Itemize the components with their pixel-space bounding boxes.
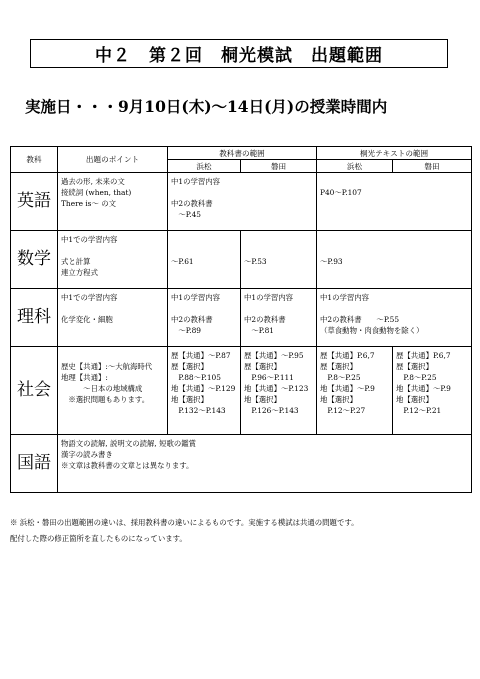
social-toko-iwata — [393, 347, 471, 418]
cell-line: 中1の学習内容 — [244, 293, 294, 302]
cell-line: 中1での学習内容 — [61, 235, 118, 244]
cell-line: P.96～P.111 — [244, 373, 294, 382]
cell-line: 歴【選択】 — [396, 362, 433, 371]
cell-line: ～日本の地域構成 — [61, 384, 143, 393]
cell-line: 中2の教科書 — [244, 315, 286, 324]
cell-line: 中2の教科書 ～P.55 — [320, 315, 400, 324]
cell-line: 接続詞 (when, that) — [61, 188, 132, 197]
cell-line: 中1の学習内容 — [320, 293, 370, 302]
cell-line: 連立方程式 — [61, 268, 98, 277]
cell-line — [320, 245, 468, 256]
cell-line: P40～P.107 — [320, 188, 362, 197]
cell-line: ※選択問題もあります。 — [61, 395, 150, 404]
cell-line: 歴【共通】～P.95 — [244, 351, 304, 360]
social-textbook-iwata — [241, 347, 316, 418]
japanese-points — [58, 435, 471, 473]
header-points: 出題のポイント — [58, 147, 168, 173]
cell-line: 化学変化・細胞 — [61, 315, 113, 324]
cell-line: 中2の教科書 — [171, 315, 213, 324]
science-points — [58, 289, 167, 327]
cell-line: There is～ の文 — [61, 199, 116, 208]
social-toko-hamamatsu — [317, 347, 392, 418]
subject-social: 社会 — [11, 347, 58, 435]
header-textbook-iwata: 磐田 — [241, 160, 317, 173]
cell-line: （草食動物・肉食動物を除く） — [320, 326, 424, 335]
cell-line: 過去の形, 未来の文 — [61, 177, 125, 186]
cell-line: 地理【共通】: — [61, 373, 108, 382]
cell-line: 地【共通】～P.9 — [396, 384, 451, 393]
footnotes — [10, 515, 359, 547]
social-points — [58, 347, 167, 407]
cell-line: 歴【共通】P.6,7 — [396, 351, 451, 360]
subject-english: 英語 — [11, 173, 58, 231]
cell-line — [320, 176, 468, 187]
science-toko-range — [317, 289, 471, 338]
math-points — [58, 231, 167, 280]
schedule-line: 実施日・・・9月10日(木)～14日(月)の授業時間内 — [25, 97, 388, 116]
cell-line: P.88～P.105 — [171, 373, 221, 382]
social-textbook-hamamatsu — [168, 347, 240, 418]
math-textbook-hamamatsu — [168, 231, 240, 269]
cell-line: 歴【選択】 — [171, 362, 208, 371]
table-row-japanese — [11, 435, 472, 493]
english-toko-range — [317, 173, 471, 200]
header-textbook-range: 教科書の範囲 — [168, 147, 317, 160]
cell-line — [61, 350, 164, 361]
header-subject: 教科 — [11, 147, 58, 173]
cell-line: ～P.89 — [171, 326, 202, 335]
cell-line: 漢字の読み書き — [61, 450, 113, 459]
cell-line: 歴【共通】P.6,7 — [320, 351, 375, 360]
cell-line — [320, 303, 468, 314]
cell-line: 中2の教科書 — [171, 199, 213, 208]
cell-line: 歴史【共通】:～大航海時代 — [61, 362, 153, 371]
cell-line: ～P.61 — [171, 257, 194, 266]
cell-line: 歴【共通】～P.87 — [171, 351, 231, 360]
cell-line — [244, 245, 313, 256]
cell-line: 物語文の読解, 説明文の読解, 短歌の鑑賞 — [61, 439, 197, 448]
table-row-science — [11, 289, 472, 347]
cell-line: ～P.45 — [171, 210, 202, 219]
cell-line: 地【選択】 — [171, 395, 208, 404]
page-title: 中２ 第２回 桐光模試 出題範囲 — [30, 39, 448, 68]
exam-range-table — [10, 146, 472, 493]
cell-line: 地【共通】～P.123 — [244, 384, 309, 393]
cell-line — [61, 303, 164, 314]
cell-line: 式と計算 — [61, 257, 91, 266]
header-toko-iwata: 磐田 — [393, 160, 472, 173]
cell-line: P.8～P.25 — [320, 373, 361, 382]
subject-science: 理科 — [11, 289, 58, 347]
table-row-social — [11, 347, 472, 435]
cell-line: 地【選択】 — [244, 395, 281, 404]
cell-line: 歴【選択】 — [244, 362, 281, 371]
subject-japanese: 国語 — [11, 435, 58, 493]
cell-line: ※文章は教科書の文章とは異なります。 — [61, 461, 194, 470]
cell-line — [61, 245, 164, 256]
subject-math: 数学 — [11, 231, 58, 289]
math-textbook-iwata — [241, 231, 316, 269]
cell-line: P.12～P.27 — [320, 406, 366, 415]
cell-line: 中1での学習内容 — [61, 293, 118, 302]
table-row-math — [11, 231, 472, 289]
english-points — [58, 173, 167, 211]
header-textbook-hamamatsu: 浜松 — [168, 160, 241, 173]
footnote-textbook-difference: ※ 浜松・磐田の出題範囲の違いは、採用教科書の違いによるものです。実施する模試は共通の問題です。 — [10, 518, 359, 527]
cell-line — [244, 303, 313, 314]
cell-line: ～P.53 — [244, 257, 267, 266]
cell-line: 地【選択】 — [320, 395, 357, 404]
cell-line — [171, 245, 237, 256]
header-toko-range: 桐光テキストの範囲 — [317, 147, 472, 160]
cell-line — [244, 234, 313, 245]
cell-line — [171, 303, 237, 314]
table-row-english — [11, 173, 472, 231]
cell-line: 地【共通】～P.129 — [171, 384, 236, 393]
cell-line: 中1の学習内容 — [171, 177, 221, 186]
cell-line — [171, 187, 313, 198]
cell-line: 地【選択】 — [396, 395, 433, 404]
footnote-correction: 配付した際の修正箇所を直したものになっています。 — [10, 534, 187, 543]
cell-line: 地【共通】～P.9 — [320, 384, 375, 393]
cell-line: ～P.93 — [320, 257, 343, 266]
cell-line: P.132～P.143 — [171, 406, 226, 415]
cell-line: P.12～P.21 — [396, 406, 442, 415]
math-toko-range — [317, 231, 471, 269]
science-textbook-hamamatsu — [168, 289, 240, 338]
cell-line: P.8～P.25 — [396, 373, 437, 382]
cell-line: P.126～P.143 — [244, 406, 299, 415]
header-toko-hamamatsu: 浜松 — [317, 160, 393, 173]
cell-line — [320, 234, 468, 245]
cell-line: 中1の学習内容 — [171, 293, 221, 302]
english-textbook-range — [168, 173, 316, 222]
science-textbook-iwata — [241, 289, 316, 338]
cell-line — [171, 234, 237, 245]
cell-line: ～P.81 — [244, 326, 275, 335]
cell-line: 歴【選択】 — [320, 362, 357, 371]
